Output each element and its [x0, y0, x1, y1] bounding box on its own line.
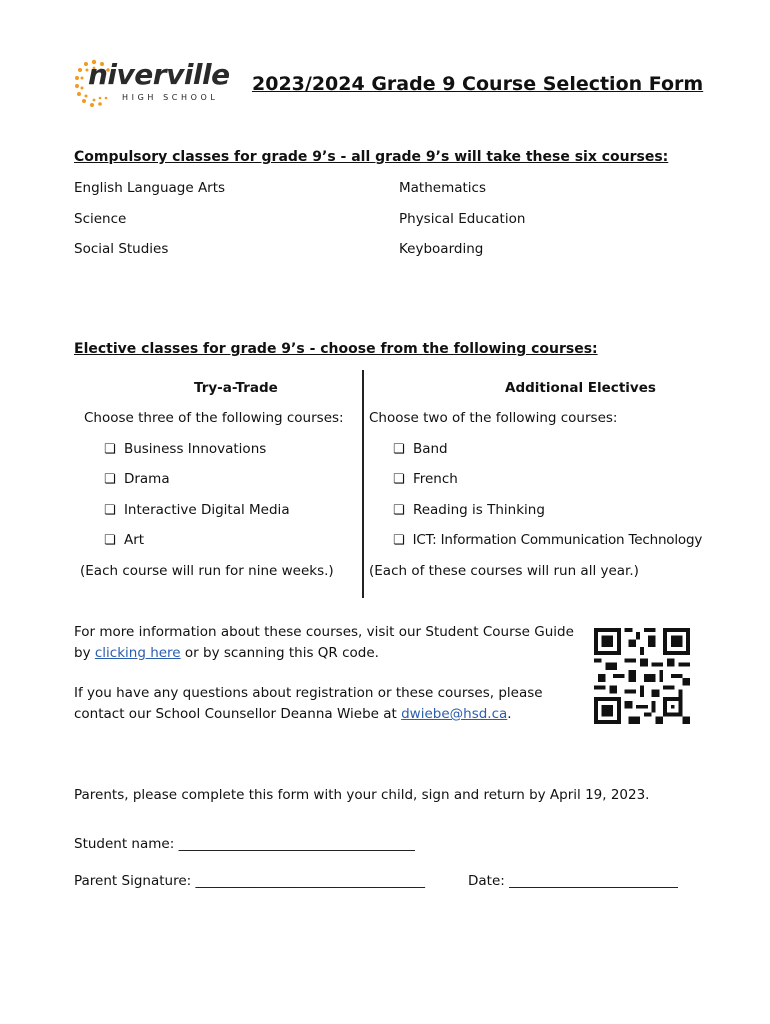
list-item[interactable] — [393, 502, 545, 518]
parent-signature-row — [74, 873, 425, 889]
date-row — [468, 873, 678, 889]
compulsory-course: English Language Arts — [74, 180, 226, 196]
date-field[interactable]: _________________________ — [509, 873, 678, 889]
additional-electives-header: Additional Electives — [505, 380, 656, 396]
checkbox-icon[interactable]: ❏ — [104, 533, 116, 548]
list-item[interactable] — [104, 532, 144, 548]
list-item[interactable] — [104, 471, 170, 487]
additional-note: (Each of these courses will run all year.) — [369, 563, 639, 579]
try-a-trade-instruction: Choose three of the following courses: — [84, 410, 344, 426]
info-text: contact our School Counsellor Deanna Wiebe at — [74, 706, 402, 722]
list-item[interactable] — [104, 502, 290, 518]
elective-heading: Elective classes for grade 9’s - choose from the following courses: — [74, 341, 598, 357]
course-label: Drama — [123, 471, 170, 487]
try-a-trade-note: (Each course will run for nine weeks.) — [80, 563, 334, 579]
counsellor-email-link[interactable]: dwiebe@hsd.ca — [401, 706, 508, 722]
course-label: Reading is Thinking — [412, 502, 545, 518]
compulsory-course: Keyboarding — [399, 241, 484, 257]
checkbox-icon[interactable]: ❏ — [393, 472, 405, 487]
info-line — [74, 645, 379, 661]
info-line — [74, 706, 512, 722]
compulsory-course: Social Studies — [74, 241, 169, 257]
list-item[interactable] — [393, 532, 702, 548]
additional-instruction: Choose two of the following courses: — [369, 410, 618, 426]
info-text: by — [74, 645, 95, 661]
list-item[interactable] — [393, 471, 458, 487]
checkbox-icon[interactable]: ❏ — [104, 472, 116, 487]
compulsory-heading: Compulsory classes for grade 9’s - all grade 9’s will take these six courses: — [74, 149, 669, 165]
list-item[interactable] — [393, 441, 448, 457]
student-name-field[interactable]: ___________________________________ — [178, 836, 415, 852]
info-line: If you have any questions about registration or these courses, please — [74, 685, 543, 701]
try-a-trade-header: Try-a-Trade — [194, 380, 278, 396]
page-title: 2023/2024 Grade 9 Course Selection Form — [252, 73, 704, 95]
school-logo — [74, 56, 234, 112]
qr-code-icon[interactable] — [594, 628, 690, 724]
checkbox-icon[interactable]: ❏ — [393, 442, 405, 457]
checkbox-icon[interactable]: ❏ — [104, 503, 116, 518]
parents-instruction: Parents, please complete this form with your child, sign and return by April 19, 2023. — [74, 787, 650, 803]
student-name-row — [74, 836, 415, 852]
info-text: or by scanning this QR code. — [180, 645, 379, 661]
column-divider — [362, 370, 364, 598]
student-name-label: Student name: — [74, 836, 179, 852]
course-label: ICT: Information Communication Technology — [412, 532, 703, 548]
checkbox-icon[interactable]: ❏ — [393, 533, 405, 548]
logo-subtitle: HIGH SCHOOL — [122, 93, 219, 102]
course-label: Business Innovations — [123, 441, 267, 457]
checkbox-icon[interactable]: ❏ — [104, 442, 116, 457]
info-text: . — [507, 706, 512, 722]
compulsory-course: Physical Education — [399, 211, 526, 227]
course-label: Interactive Digital Media — [123, 502, 290, 518]
checkbox-icon[interactable]: ❏ — [393, 503, 405, 518]
compulsory-course: Mathematics — [399, 180, 486, 196]
info-line: For more information about these courses, visit our Student Course Guide — [74, 624, 574, 640]
parent-signature-field[interactable]: __________________________________ — [195, 873, 425, 889]
course-label: Band — [412, 441, 448, 457]
course-label: Art — [123, 532, 145, 548]
course-guide-link[interactable]: clicking here — [94, 645, 181, 661]
date-label: Date: — [468, 873, 510, 889]
compulsory-course: Science — [74, 211, 127, 227]
course-label: French — [412, 471, 458, 487]
list-item[interactable] — [104, 441, 266, 457]
logo-wordmark: niverville — [88, 58, 230, 91]
parent-signature-label: Parent Signature: — [74, 873, 196, 889]
